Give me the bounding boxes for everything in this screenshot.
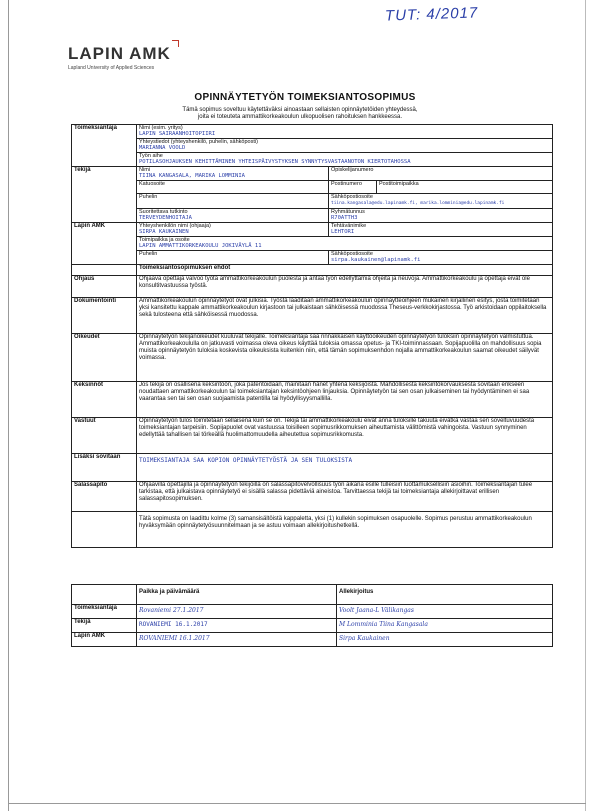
school-signature: Sirpa Kaukainen — [337, 633, 553, 647]
author-email-value: tiina.kangasala@edu.lapinamk.fi, marika.lomminia@edu.lapinamk.fi — [331, 201, 505, 206]
field-label: Ryhmätunnus — [331, 209, 365, 215]
intro-text — [110, 107, 490, 121]
signature-header: Allekirjoitus — [337, 585, 553, 605]
logo-corner-mark — [172, 40, 179, 47]
signer-label-client: Toimeksiantaja — [72, 605, 137, 619]
scan-edge-left — [8, 0, 9, 811]
field-label: Yhteystiedot (yhteyshenkilö, puhelin, sähköposti) — [139, 139, 258, 145]
term-additional-cell — [137, 454, 553, 482]
author-name-value: TIINA KANGASALA, MARIKA LOMMINIA — [139, 173, 245, 179]
term-label-copies — [72, 512, 137, 548]
street-address-cell — [137, 181, 329, 194]
term-label-documentation: Dokumentointi — [72, 298, 137, 334]
term-text-confidentiality: Ohjaavilla opettajilla ja opinnäytetyön tekijöillä on salassapitovelvollisuus työn aikana esille tulleisiin luottamuksellisiin asioihin. Toimeksiantajan tulee tarkistaa, että julkaistava opinnäytetyö ei sisällä salassa pidettäviä aineistoa. Tarvittaessa tekijä tai toimeksiantaja allekirjoittavat erillisen salassapitosopimuksen. — [137, 482, 553, 512]
intro-line: Tämä sopimus soveltuu käytettäväksi ainoastaan sellaisten opinnäytetöiden yhteydessä, — [182, 107, 418, 113]
author-phone-cell — [137, 194, 329, 209]
logo-name: LAPIN AMK — [68, 44, 171, 63]
field-label: Puhelin — [139, 194, 158, 200]
city-cell — [377, 181, 553, 194]
client-contact-cell — [137, 139, 553, 153]
signature-table — [71, 584, 553, 647]
school-email-cell — [329, 251, 553, 265]
job-title-value: LEHTORI — [331, 229, 355, 235]
client-contact-value: MARIANNA VOOLD — [139, 145, 186, 151]
field-label: Katuosoite — [139, 181, 165, 187]
term-text-guidance: Ohjaava opettaja valvoo työtä ammattikorkeakoulun puolesta ja antaa työn edellyttämiä ohjeita ja neuvoja. Ammattikorkeakoulu ja opettaja eivät ole konsultitvastuussa työstä. — [137, 276, 553, 298]
term-text-copies: Tätä sopimusta on laadittu kolme (3) samansisältöistä kappaletta, yksi (1) kullekin sopimuksen osapuolelle. Sopimus perustuu ammattikorkeakoulun hyväksymään opinnäytetyösuunnitelmaan ja se astuu voimaan allekirjoitushetkellä. — [137, 512, 553, 548]
student-number-cell — [329, 167, 553, 181]
field-label: Nimi — [139, 167, 150, 173]
logo-tagline: Lapland University of Applied Sciences — [68, 65, 155, 71]
section-label-author: Tekijä — [72, 167, 137, 223]
school-place-date: ROVANIEMI 16.1.2017 — [137, 633, 337, 647]
section-label-client: Toimeksiantaja — [72, 125, 137, 167]
term-label-guidance: Ohjaus — [72, 276, 137, 298]
degree-value: TERVEYDENHOITAJA — [139, 215, 192, 221]
postal-code-cell — [329, 181, 377, 194]
term-text-rights: Opinnäytetyön tekijänoikeudet kuuluvat tekijälle. Toimeksiantaja saa rinnakkaisen käyttöoikeuden opinnäytetyön tuloksiin opinnäytetyön valmistuttua. Ammattikorkeakoululla on jatkuvasti voimassa oleva oikeus käyttää tuloksia omassa opetus- ja TKI-toiminnassaan. Sopijapuolilla on mahdollisuus sopia muista opinnäytetyön tuloksia koskevista oikeuksista kuitenkin niin, että tämän sopimuksenhdon nojalla ammattikorkeakoulun saamat oikeudet säilyvät voimassa. — [137, 334, 553, 382]
term-label-rights: Oikeudet — [72, 334, 137, 382]
author-email-cell — [329, 194, 553, 209]
intro-line: joita ei toteuteta ammattikorkeakoulun ulkopuolisen rahoituksen hankkeessa. — [197, 114, 403, 120]
term-label-additional: Lisäksi sovitaan — [72, 454, 137, 482]
term-text-liability: Opinnäytetyön tulos toimitetaan sellaisena kuin se on. Tekijä tai ammattikorkeakoulu eivät anna tuloksille takuuta eivätkä vastaa sen soveltuvuudesta toimeksiantajan tarpeisiin. Sopijapuolet ovat vastuussa toisilleen sopimusrikkomuksen aiheuttamista välittömistä vahingoista. Vastuun synnyminen edellyttää tahallisen tai törkeällä huolimattomuudella aiheutettua sopimusrikkomusta. — [137, 418, 553, 454]
scan-edge-right — [585, 0, 586, 811]
field-label: Postitoimipaikka — [379, 181, 419, 187]
scan-edge-bottom — [8, 803, 586, 804]
terms-header: Toimeksiantosopimuksen ehdot — [137, 265, 553, 276]
field-label: Puhelin — [139, 251, 158, 257]
school-phone-cell — [137, 251, 329, 265]
lapin-amk-logo — [68, 44, 171, 71]
document-title: OPINNÄYTETYÖN TOIMEKSIANTOSOPIMUS — [194, 92, 416, 103]
degree-cell — [137, 209, 329, 223]
school-email-value: sirpa.kaukainen@lapinamk.fi — [331, 257, 421, 263]
term-label-liability: Vastuut — [72, 418, 137, 454]
field-label: Sähköpostiosoite — [331, 251, 373, 257]
client-signature: Voolt Jaana-L Välikangas — [337, 605, 553, 619]
school-address-value: LAPIN AMMATTIKORKEAKOULU JOKIVÄYLÄ 11 — [139, 243, 262, 249]
contract-form-table — [71, 124, 553, 548]
field-label: Postinumero — [331, 181, 362, 187]
field-label: Opiskelijanumero — [331, 167, 374, 173]
signature-header-spacer — [72, 585, 137, 605]
author-place-date: ROVANIEMI 16.1.2017 — [137, 619, 337, 633]
term-text-inventions: Jos tekijä on osallisena keksintöön, joka patentoidaan, mainitaan hänet yhtenä keksijöistä. Mahdollisesta keksintökorvauksesta sovitaan erikseen noudattaen ammattikorkeakoulun tai toimeksiantajan keksintöohjeen linjauksia. Opinnäytetyön tai sen osan julkaiseminen tai hyödyntäminen ei saa vaarantaa sen tai sen osan suojaamista patentilla tai hyödyllisyysmallilla. — [137, 382, 553, 418]
client-name-cell — [137, 125, 553, 139]
field-label: Työn aihe — [139, 153, 163, 159]
signer-label-author: Tekijä — [72, 619, 137, 633]
client-name-value: LAPIN SAIRAANHOITOPIIRI — [139, 131, 216, 137]
field-label: Yhteyshenkilön nimi (ohjaaja) — [139, 223, 211, 229]
term-label-confidentiality: Salassapito — [72, 482, 137, 512]
field-label: Sähköpostiosoite — [331, 194, 373, 200]
term-additional-value: TOIMEKSIANTAJA SAA KOPION OPINNÄYTETYÖSTÄ JA SEN TULOKSISTA — [139, 457, 353, 464]
signer-label-school: Lapin AMK — [72, 633, 137, 647]
field-label: Suoritettava tutkinto — [139, 209, 188, 215]
place-date-header: Paikka ja päivämäärä — [137, 585, 337, 605]
author-name-cell — [137, 167, 329, 181]
terms-header-spacer — [72, 265, 137, 276]
section-label-school: Lapin AMK — [72, 223, 137, 265]
field-label: Tehtävänimike — [331, 223, 367, 229]
school-address-cell — [137, 237, 553, 251]
handwritten-reference-note: TUT: 4/2017 — [384, 4, 479, 25]
group-code-value: R70ATTH3 — [331, 215, 358, 221]
supervisor-cell — [137, 223, 329, 237]
topic-value: POTILASOHJAUKSEN KEHITTÄMINEN YHTEISPÄIVYSTYKSEN SYNNYTYSVASTAANOTON KIERTOTAHOSSA — [139, 159, 411, 165]
field-label: Nimi (esim. yritys) — [139, 125, 183, 131]
term-text-documentation: Ammattikorkeakoulun opinnäytetyöt ovat julkisia. Työstä laaditaan ammattikorkeakoulun opinnäytteoihjeen mukainen kirjallinen esitys, josta toimitetaan yksi kansitettu kappale ammattikorkeakoulun kirjastoon tai julkaistaan sähköisessä muodossa Theseus-verkkokirjastossa. Työ arkistoidaan oppilaitoksella sekä tulosteena että sähköisessä muodossa. — [137, 298, 553, 334]
supervisor-value: SIRPA KAUKAINEN — [139, 229, 189, 235]
group-code-cell — [329, 209, 553, 223]
job-title-cell — [329, 223, 553, 237]
field-label: Toimipaikka ja osoite — [139, 237, 190, 243]
topic-cell — [137, 153, 553, 167]
author-signature: M Lomminia Tiina Kangasala — [337, 619, 553, 633]
term-label-inventions: Keksinnöt — [72, 382, 137, 418]
client-place-date: Rovaniemi 27.1.2017 — [137, 605, 337, 619]
